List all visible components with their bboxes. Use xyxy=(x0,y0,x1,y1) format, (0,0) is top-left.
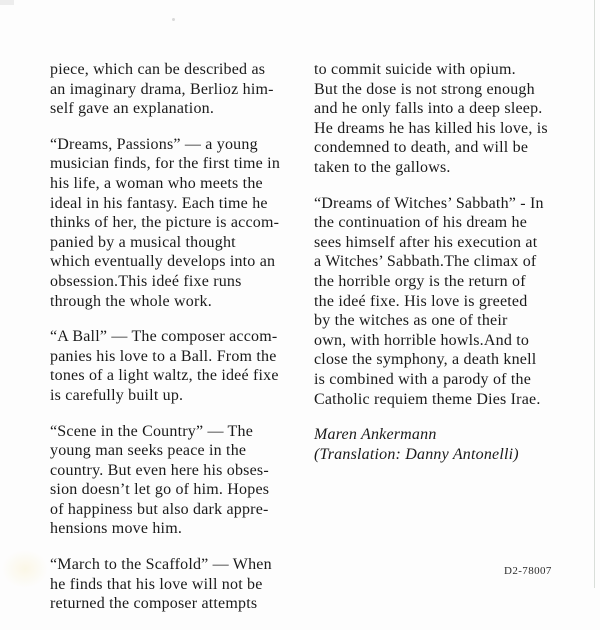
text-line: sion doesn’t let go of him. Hopes xyxy=(50,481,270,499)
text-line: own, with horrible howls.And to xyxy=(314,331,530,349)
text-line: obsession.This ideé fixe runs xyxy=(50,272,242,290)
text-line: condemned to death, and will be xyxy=(314,139,529,157)
text-line: panies his love to a Ball. From the xyxy=(50,347,277,365)
text-line: which eventually develops into an xyxy=(50,253,276,271)
text-line: he finds that his love will not be xyxy=(50,575,263,593)
text-line: self gave an explanation. xyxy=(50,100,215,118)
scan-smudge xyxy=(2,550,48,588)
credit-author: Maren Ankermann xyxy=(314,426,437,444)
text-line: is combined with a parody of the xyxy=(314,370,532,388)
text-line: But the dose is not strong enough xyxy=(314,80,535,98)
text-line: tones of a light waltz, the ideé fixe xyxy=(50,367,279,385)
text-line: the ideé fixe. His love is greeted xyxy=(314,292,528,310)
text-line: the horrible orgy is the return of xyxy=(314,272,526,290)
text-line: and he only falls into a deep sleep. xyxy=(314,100,543,118)
left-column xyxy=(50,60,302,630)
text-line: “A Ball” — The composer accom- xyxy=(50,328,278,346)
text-line: sees himself after his execution at xyxy=(314,233,538,251)
text-line: young man seeks peace in the xyxy=(50,442,247,460)
text-line: hensions move him. xyxy=(50,520,183,538)
credit-translation: (Translation: Danny Antonelli) xyxy=(314,445,519,463)
text-line: “Scene in the Country” — The xyxy=(50,422,254,440)
text-line: is carefully built up. xyxy=(50,386,184,404)
text-line: piece, which can be described as xyxy=(50,61,266,78)
text-line: “March to the Scaffold” — When xyxy=(50,556,272,574)
text-line: Catholic requiem theme Dies Irae. xyxy=(314,390,541,408)
text-line: “Dreams, Passions” — a young xyxy=(50,135,258,153)
text-line: thinks of her, the picture is accom- xyxy=(50,214,280,232)
text-line: taken to the gallows. xyxy=(314,158,451,176)
text-line: returned the composer attempts xyxy=(50,595,258,613)
text-line: panied by a musical thought xyxy=(50,233,236,251)
scan-speck xyxy=(172,18,175,21)
text-line: to commit suicide with opium. xyxy=(314,61,516,78)
catalog-number: D2-78007 xyxy=(504,565,552,577)
text-line: of happiness but also dark appre- xyxy=(50,500,269,518)
text-line: by the witches as one of their xyxy=(314,312,508,330)
text-line: He dreams he has killed his love, is xyxy=(314,119,548,137)
credits-block xyxy=(314,425,568,464)
right-column xyxy=(314,60,568,464)
text-line: musician finds, for the first time in xyxy=(50,155,281,173)
text-line: “Dreams of Witches’ Sabbath” - In xyxy=(314,194,544,212)
text-line: country. But even here his obses- xyxy=(50,461,269,479)
text-line: a Witches’ Sabbath.The climax of xyxy=(314,253,537,271)
text-line: through the whole work. xyxy=(50,292,212,310)
scan-edge-line xyxy=(594,0,595,588)
text-line: the continuation of his dream he xyxy=(314,214,528,232)
text-line: his life, a woman who meets the xyxy=(50,174,263,192)
text-line: ideal in his fantasy. Each time he xyxy=(50,194,268,212)
text-line: an imaginary drama, Berlioz him- xyxy=(50,80,274,98)
scan-corner-artifact xyxy=(0,0,14,5)
text-line: close the symphony, a death knell xyxy=(314,351,537,369)
